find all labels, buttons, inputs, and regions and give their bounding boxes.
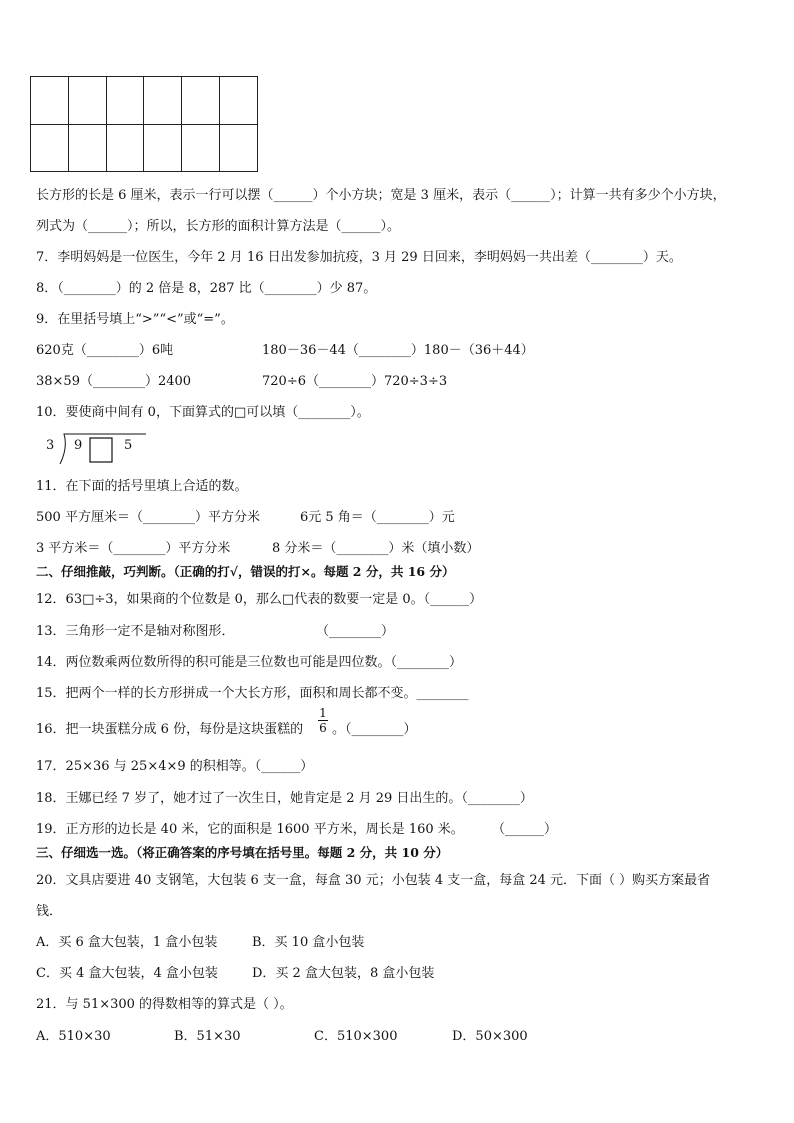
question-16-post: 。（________） <box>332 722 417 737</box>
question-12: 12．63□÷3，如果商的个位数是 0，那么□代表的数要一定是 0。（______） <box>36 592 483 607</box>
q21-option-c: C．510×300 <box>314 1029 398 1044</box>
question-7: 7．李明妈妈是一位医生，今年 2 月 16 日出发参加抗疫，3 月 29 日回来，李明妈妈一共出差（________）天。 <box>36 250 682 265</box>
question-11b: 6元 5 角＝（________）元 <box>300 510 455 525</box>
grid-cell <box>31 77 69 125</box>
question-13-blank: （________） <box>316 624 395 639</box>
dividend-digit-2: 5 <box>124 438 133 453</box>
question-8: 8．（________）的 2 倍是 8，287 比（________）少 87。 <box>36 281 377 296</box>
section-2-heading: 二、仔细推敲，巧判断。（正确的打√，错误的打×。每题 2 分，共 16 分） <box>36 564 455 579</box>
question-9-title: 9．在里括号填上“>”“<”或“=”。 <box>36 312 234 327</box>
rectangle-grid <box>30 76 258 172</box>
question-14: 14．两位数乘两位数所得的积可能是三位数也可能是四位数。（________） <box>36 655 463 670</box>
grid-cell <box>144 124 182 172</box>
grid-cell <box>68 77 106 125</box>
question-19-blank: （______） <box>492 822 558 837</box>
grid-cell <box>31 124 69 172</box>
question-13: 13．三角形一定不是轴对称图形． <box>36 624 235 639</box>
q6-line2: 列式为（______）；所以，长方形的面积计算方法是（______）。 <box>36 219 401 234</box>
q20-option-b: B．买 10 盒小包装 <box>252 935 365 950</box>
question-19: 19．正方形的边长是 40 米，它的面积是 1600 平方米，周长是 160 米。 <box>36 822 464 837</box>
question-9d: 720÷6（________）720÷3÷3 <box>262 374 448 389</box>
grid-cell <box>182 77 220 125</box>
grid-cell <box>182 124 220 172</box>
fraction-one-sixth <box>318 706 328 735</box>
q21-option-b: B．51×30 <box>174 1029 241 1044</box>
grid-cell <box>220 124 258 172</box>
question-9b: 180－36－44（________）180－（36＋44） <box>262 343 534 358</box>
grid-cell <box>68 124 106 172</box>
question-11a: 500 平方厘米＝（________）平方分米 <box>36 510 260 525</box>
question-9a: 620克（________）6吨 <box>36 343 174 358</box>
q21-option-d: D．50×300 <box>452 1029 528 1044</box>
q6-line1: 长方形的长是 6 厘米，表示一行可以摆（______）个小方块；宽是 3 厘米，表示（______）；计算一共有多少个小方块， <box>36 188 726 203</box>
question-9c: 38×59（________）2400 <box>36 374 192 389</box>
q20-option-a: A．买 6 盒大包装，1 盒小包装 <box>36 935 218 950</box>
grid-cell <box>106 124 144 172</box>
question-15: 15．把两个一样的长方形拼成一个大长方形，面积和周长都不变。________ <box>36 686 469 701</box>
grid-cell <box>144 77 182 125</box>
question-17: 17．25×36 与 25×4×9 的积相等。（______） <box>36 759 314 774</box>
question-18: 18．王娜已经 7 岁了，她才过了一次生日，她肯定是 2 月 29 日出生的。（________） <box>36 791 533 806</box>
fraction-denominator: 6 <box>319 721 327 735</box>
question-21: 21．与 51×300 的得数相等的算式是（ ）。 <box>36 997 293 1012</box>
long-division-diagram <box>38 430 148 468</box>
q20-option-c: C．买 4 盒大包装，4 盒小包装 <box>36 966 218 981</box>
question-16-pre: 16．把一块蛋糕分成 6 份，每份是这块蛋糕的 <box>36 722 304 737</box>
question-11-title: 11．在下面的括号里填上合适的数。 <box>36 479 248 494</box>
grid-cell <box>106 77 144 125</box>
question-20-line1: 20．文具店要进 40 支钢笔，大包装 6 支一盒，每盒 30 元；小包装 4 支一盒，每盒 24 元．下面（ ）购买方案最省 <box>36 873 711 888</box>
question-20-line2: 钱． <box>36 904 63 919</box>
divisor: 3 <box>46 438 55 453</box>
grid-cell <box>220 77 258 125</box>
fraction-numerator: 1 <box>319 706 327 720</box>
question-11d: 8 分米＝（________）米（填小数） <box>272 541 480 556</box>
q20-option-d: D．买 2 盒大包装，8 盒小包装 <box>252 966 435 981</box>
question-10: 10．要使商中间有 0，下面算式的□可以填（________）。 <box>36 405 370 420</box>
question-11c: 3 平方米＝（________）平方分米 <box>36 541 231 556</box>
dividend-digit-1: 9 <box>74 438 83 453</box>
q21-option-a: A．510×30 <box>36 1029 111 1044</box>
section-3-heading: 三、仔细选一选。（将正确答案的序号填在括号里。每题 2 分，共 10 分） <box>36 845 449 860</box>
